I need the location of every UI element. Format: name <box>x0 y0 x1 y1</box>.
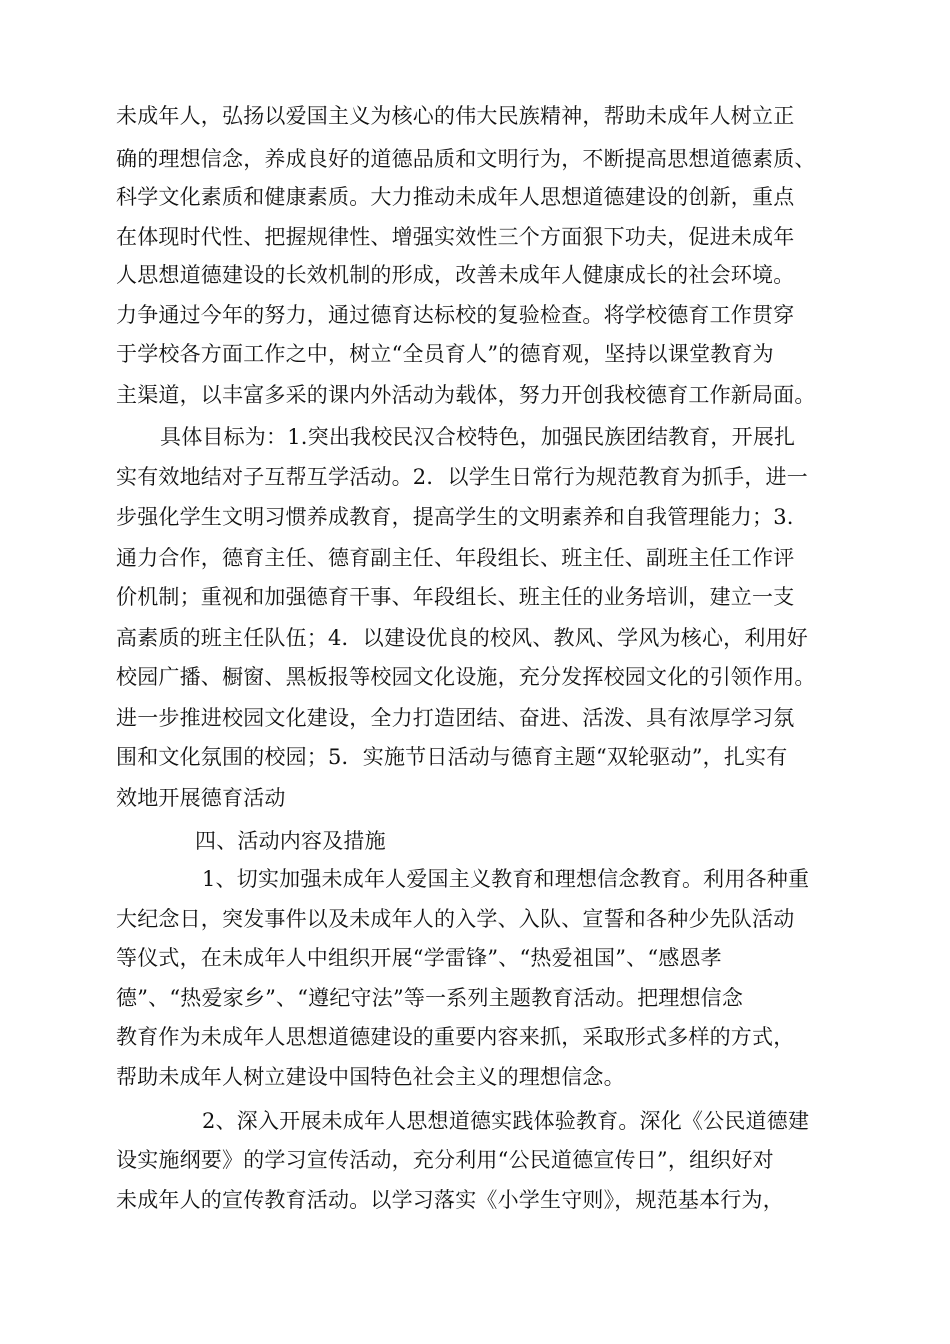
text-line: 实有效地结对子互帮互学活动。2．以学生日常行为规范教育为抓手，进一 <box>116 465 808 489</box>
text-line: 效地开展德育活动 <box>116 786 286 810</box>
text-line: 未成年人，弘扬以爱国主义为核心的伟大民族精神，帮助未成年人树立正 <box>116 104 795 128</box>
text-line: 价机制；重视和加强德育干事、年段组长、班主任的业务培训，建立一支 <box>116 585 795 609</box>
text-line: 等仪式，在未成年人中组织开展“学雷锋”、“热爱祖国”、“感恩孝 <box>116 946 722 970</box>
text-line: 科学文化素质和健康素质。大力推动未成年人思想道德建设的创新，重点 <box>116 185 795 209</box>
text-line: 进一步推进校园文化建设，全力打造团结、奋进、活泼、具有浓厚学习氛 <box>116 706 795 730</box>
text-line: 于学校各方面工作之中，树立“全员育人”的德育观，坚持以课堂教育为 <box>116 342 774 366</box>
text-line: 围和文化氛围的校园；5．实施节日活动与德育主题“双轮驱动”，扎实有 <box>116 745 788 769</box>
text-line: 在体现时代性、把握规律性、增强实效性三个方面狠下功夫，促进未成年 <box>116 225 795 249</box>
text-line: 设实施纲要》的学习宣传活动，充分利用“公民道德宣传日”，组织好对 <box>116 1148 774 1172</box>
text-line: 人思想道德建设的长效机制的形成，改善未成年人健康成长的社会环境。 <box>116 263 795 287</box>
text-line: 帮助未成年人树立建设中国特色社会主义的理想信念。 <box>116 1065 625 1089</box>
text-line: 具体目标为：1.突出我校民汉合校特色，加强民族团结教育，开展扎 <box>160 425 796 449</box>
text-line: 确的理想信念，养成良好的道德品质和文明行为，不断提高思想道德素质、 <box>116 147 816 171</box>
text-line: 教育作为未成年人思想道德建设的重要内容来抓，采取形式多样的方式， <box>116 1025 795 1049</box>
text-line: 1、切实加强未成年人爱国主义教育和理想信念教育。利用各种重 <box>202 867 810 891</box>
text-line: 高素质的班主任队伍；4．以建设优良的校风、教风、学风为核心，利用好 <box>116 626 808 650</box>
text-line: 力争通过今年的努力，通过德育达标校的复验检查。将学校德育工作贯穿 <box>116 303 795 327</box>
text-line: 德”、“热爱家乡”、“遵纪守法”等一系列主题教育活动。把理想信念 <box>116 986 744 1010</box>
text-line: 2、深入开展未成年人思想道德实践体验教育。深化《公民道德建 <box>202 1109 810 1133</box>
text-line: 校园广播、橱窗、黑板报等校园文化设施，充分发挥校园文化的引领作用。 <box>116 665 816 689</box>
text-line: 未成年人的宣传教育活动。以学习落实《小学生守则》，规范基本行为， <box>116 1188 784 1212</box>
text-line: 大纪念日，突发事件以及未成年人的入学、入队、宣誓和各种少先队活动 <box>116 907 795 931</box>
text-line: 步强化学生文明习惯养成教育，提高学生的文明素养和自我管理能力；3. <box>116 505 794 529</box>
text-line: 主渠道，以丰富多采的课内外活动为载体，努力开创我校德育工作新局面。 <box>116 383 816 407</box>
text-line: 通力合作，德育主任、德育副主任、年段组长、班主任、副班主任工作评 <box>116 546 795 570</box>
section-heading: 四、活动内容及措施 <box>195 829 386 853</box>
